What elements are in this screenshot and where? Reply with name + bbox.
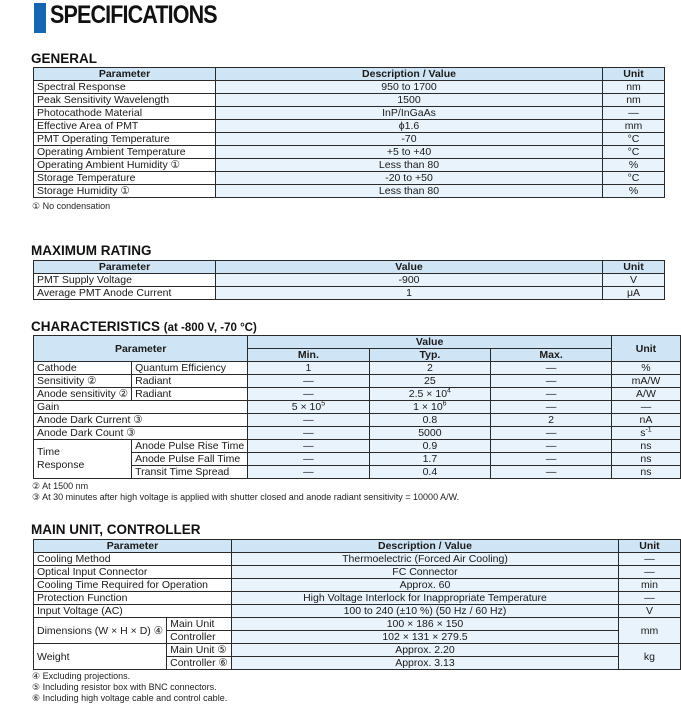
table-row bbox=[34, 362, 681, 375]
qe-unit: % bbox=[611, 362, 680, 375]
char-header-value: Value bbox=[248, 336, 612, 349]
table-row bbox=[34, 427, 681, 440]
cell-unit: nm bbox=[603, 94, 665, 107]
dark-count-unit-exp: -1 bbox=[645, 426, 652, 434]
rise-time-label: Anode Pulse Rise Time bbox=[132, 440, 248, 453]
cell-value: -20 to +50 bbox=[216, 172, 603, 185]
gain-min bbox=[248, 401, 369, 414]
cell-value: Approx. 60 bbox=[231, 579, 618, 592]
cell-unit: V bbox=[618, 605, 680, 618]
table-row bbox=[34, 566, 681, 579]
anode-radiant-unit: A/W bbox=[611, 388, 680, 401]
section-title-characteristics bbox=[31, 319, 257, 334]
char-header-typ: Typ. bbox=[369, 349, 491, 362]
cell-unit: % bbox=[603, 159, 665, 172]
cathode-radiant-typ: 25 bbox=[369, 375, 491, 388]
cell-parameter: Protection Function bbox=[34, 592, 232, 605]
dark-count-unit bbox=[611, 427, 680, 440]
cell-unit: °C bbox=[603, 172, 665, 185]
cell-unit: μA bbox=[603, 287, 665, 300]
table-row bbox=[34, 618, 681, 631]
gain-typ bbox=[369, 401, 491, 414]
time-response-label bbox=[34, 440, 132, 479]
table-row bbox=[34, 159, 665, 172]
char-header-parameter: Parameter bbox=[34, 336, 248, 362]
anode-dark-current-label: Anode Dark Current ③ bbox=[34, 414, 248, 427]
response-label: Response bbox=[37, 459, 85, 471]
tts-min: — bbox=[248, 466, 369, 479]
cell-unit: — bbox=[603, 107, 665, 120]
characteristics-note-2: ③ At 30 minutes after high voltage is applied with shutter closed and anode radiant sensitivity = 10000 A/W. bbox=[32, 492, 460, 502]
char-header-max: Max. bbox=[491, 349, 612, 362]
rise-typ: 0.9 bbox=[369, 440, 491, 453]
gain-min-exp: 5 bbox=[321, 400, 326, 408]
gain-typ-exp: 6 bbox=[442, 400, 447, 408]
cell-unit: % bbox=[603, 185, 665, 198]
table-row bbox=[34, 107, 665, 120]
char-header-min: Min. bbox=[248, 349, 369, 362]
anode-radiant-typ-base: 2.5 × 10 bbox=[408, 388, 448, 400]
gain-label: Gain bbox=[34, 401, 248, 414]
cell-parameter: Spectral Response bbox=[34, 81, 216, 94]
table-row bbox=[34, 81, 665, 94]
characteristics-title: CHARACTERISTICS bbox=[31, 319, 161, 334]
anode-sensitivity-label: Anode sensitivity ② bbox=[34, 388, 132, 401]
cell-value: Less than 80 bbox=[216, 185, 603, 198]
anode-dark-count-label: Anode Dark Count ③ bbox=[34, 427, 248, 440]
cathode-radiant-unit: mA/W bbox=[611, 375, 680, 388]
dark-current-typ: 0.8 bbox=[369, 414, 491, 427]
dimensions-label: Dimensions (W × H × D) ④ bbox=[34, 618, 167, 644]
cell-parameter: Cooling Method bbox=[34, 553, 232, 566]
qe-typ: 2 bbox=[369, 362, 491, 375]
table-row bbox=[34, 133, 665, 146]
general-header-value: Description / Value bbox=[216, 68, 603, 81]
rise-min: — bbox=[248, 440, 369, 453]
cell-value: 1500 bbox=[216, 94, 603, 107]
cell-parameter: Operating Ambient Humidity ① bbox=[34, 159, 216, 172]
characteristics-note-1: ② At 1500 nm bbox=[32, 481, 89, 491]
fall-time-label: Anode Pulse Fall Time bbox=[132, 453, 248, 466]
cathode-radiant-max: — bbox=[491, 375, 612, 388]
table-row bbox=[34, 401, 681, 414]
table-row bbox=[34, 440, 681, 453]
table-row bbox=[34, 644, 681, 657]
cell-value: +5 to +40 bbox=[216, 146, 603, 159]
cell-parameter: Input Voltage (AC) bbox=[34, 605, 232, 618]
cell-parameter: PMT Supply Voltage bbox=[34, 274, 216, 287]
cell-value: Less than 80 bbox=[216, 159, 603, 172]
tts-unit: ns bbox=[611, 466, 680, 479]
cell-unit: — bbox=[618, 553, 680, 566]
cathode-radiant-min: — bbox=[248, 375, 369, 388]
cathode-label: Cathode bbox=[34, 362, 132, 375]
weight-controller-value: Approx. 3.13 bbox=[231, 657, 618, 670]
cell-parameter: Storage Humidity ① bbox=[34, 185, 216, 198]
general-header-parameter: Parameter bbox=[34, 68, 216, 81]
main-header-value: Description / Value bbox=[231, 540, 618, 553]
general-table bbox=[33, 67, 665, 198]
sensitivity-label: Sensitivity ② bbox=[34, 375, 132, 388]
cell-value: Thermoelectric (Forced Air Cooling) bbox=[231, 553, 618, 566]
gain-unit: — bbox=[611, 401, 680, 414]
dark-count-unit-base: s bbox=[640, 427, 646, 439]
main-unit-note-2: ⑤ Including resistor box with BNC connectors. bbox=[32, 682, 217, 692]
cell-unit: °C bbox=[603, 133, 665, 146]
section-title-max-rating: MAXIMUM RATING bbox=[31, 243, 152, 258]
cell-value: -900 bbox=[216, 274, 603, 287]
weight-label: Weight bbox=[34, 644, 167, 670]
table-row bbox=[34, 592, 681, 605]
dark-current-max: 2 bbox=[491, 414, 612, 427]
cell-value: InP/InGaAs bbox=[216, 107, 603, 120]
tts-typ: 0.4 bbox=[369, 466, 491, 479]
dark-current-unit: nA bbox=[611, 414, 680, 427]
anode-radiant-max: — bbox=[491, 388, 612, 401]
max-header-parameter: Parameter bbox=[34, 261, 216, 274]
rise-unit: ns bbox=[611, 440, 680, 453]
time-label: Time bbox=[37, 446, 60, 458]
tts-label: Transit Time Spread bbox=[132, 466, 248, 479]
general-note: ① No condensation bbox=[32, 201, 111, 211]
anode-radiant-min: — bbox=[248, 388, 369, 401]
tts-max: — bbox=[491, 466, 612, 479]
weight-controller-label: Controller ⑥ bbox=[167, 657, 232, 670]
quantum-efficiency-label: Quantum Efficiency bbox=[132, 362, 248, 375]
cathode-radiant-label: Radiant bbox=[132, 375, 248, 388]
main-unit-note-3: ⑥ Including high voltage cable and control cable. bbox=[32, 693, 228, 703]
table-row bbox=[34, 185, 665, 198]
section-title-general: GENERAL bbox=[31, 51, 98, 66]
table-row bbox=[34, 274, 665, 287]
main-header-unit: Unit bbox=[618, 540, 680, 553]
cell-parameter: Average PMT Anode Current bbox=[34, 287, 216, 300]
anode-radiant-label: Radiant bbox=[132, 388, 248, 401]
general-header-unit: Unit bbox=[603, 68, 665, 81]
rise-max: — bbox=[491, 440, 612, 453]
dimensions-main-unit-value: 100 × 186 × 150 bbox=[231, 618, 618, 631]
cell-value: 1 bbox=[216, 287, 603, 300]
char-header-unit: Unit bbox=[611, 336, 680, 362]
main-header-parameter: Parameter bbox=[34, 540, 232, 553]
gain-max: — bbox=[491, 401, 612, 414]
cell-parameter: Effective Area of PMT bbox=[34, 120, 216, 133]
cell-value: FC Connector bbox=[231, 566, 618, 579]
dimensions-controller-value: 102 × 131 × 279.5 bbox=[231, 631, 618, 644]
anode-radiant-typ bbox=[369, 388, 491, 401]
main-unit-note-1: ④ Excluding projections. bbox=[32, 671, 131, 681]
section-title-main-unit: MAIN UNIT, CONTROLLER bbox=[31, 522, 201, 537]
cell-value: -70 bbox=[216, 133, 603, 146]
fall-typ: 1.7 bbox=[369, 453, 491, 466]
weight-unit: kg bbox=[618, 644, 680, 670]
weight-main-unit-label: Main Unit ⑤ bbox=[167, 644, 232, 657]
gain-min-base: 5 × 10 bbox=[291, 401, 322, 413]
dark-current-min: — bbox=[248, 414, 369, 427]
table-row bbox=[34, 120, 665, 133]
cell-unit: mm bbox=[603, 120, 665, 133]
header-accent-bar bbox=[34, 3, 46, 33]
table-row bbox=[34, 94, 665, 107]
fall-max: — bbox=[491, 453, 612, 466]
cell-unit: min bbox=[618, 579, 680, 592]
table-row bbox=[34, 388, 681, 401]
cell-value: 950 to 1700 bbox=[216, 81, 603, 94]
characteristics-subtitle: (at -800 V, -70 °C) bbox=[163, 322, 257, 334]
dark-count-min: — bbox=[248, 427, 369, 440]
dark-count-max: — bbox=[491, 427, 612, 440]
table-row bbox=[34, 375, 681, 388]
cell-parameter: Cooling Time Required for Operation bbox=[34, 579, 232, 592]
fall-min: — bbox=[248, 453, 369, 466]
qe-max: — bbox=[491, 362, 612, 375]
anode-radiant-typ-exp: 4 bbox=[447, 387, 451, 395]
weight-main-unit-value: Approx. 2.20 bbox=[231, 644, 618, 657]
dimensions-main-unit-label: Main Unit bbox=[167, 618, 232, 631]
main-unit-table bbox=[33, 539, 681, 670]
cell-parameter: Peak Sensitivity Wavelength bbox=[34, 94, 216, 107]
cell-parameter: Storage Temperature bbox=[34, 172, 216, 185]
table-row bbox=[34, 414, 681, 427]
cell-parameter: Operating Ambient Temperature bbox=[34, 146, 216, 159]
qe-min: 1 bbox=[248, 362, 369, 375]
cell-parameter: PMT Operating Temperature bbox=[34, 133, 216, 146]
characteristics-table bbox=[33, 335, 681, 479]
dark-count-typ: 5000 bbox=[369, 427, 491, 440]
dimensions-unit: mm bbox=[618, 618, 680, 644]
fall-unit: ns bbox=[611, 453, 680, 466]
cell-parameter: Optical Input Connector bbox=[34, 566, 232, 579]
cell-value: High Voltage Interlock for Inappropriate Temperature bbox=[231, 592, 618, 605]
table-row bbox=[34, 146, 665, 159]
gain-typ-base: 1 × 10 bbox=[413, 401, 443, 413]
dimensions-controller-label: Controller bbox=[167, 631, 232, 644]
cell-value: ϕ1.6 bbox=[216, 120, 603, 133]
cell-unit: — bbox=[618, 592, 680, 605]
cell-value: 100 to 240 (±10 %) (50 Hz / 60 Hz) bbox=[231, 605, 618, 618]
cell-unit: V bbox=[603, 274, 665, 287]
cell-parameter: Photocathode Material bbox=[34, 107, 216, 120]
table-row bbox=[34, 553, 681, 566]
max-header-unit: Unit bbox=[603, 261, 665, 274]
max-header-value: Value bbox=[216, 261, 603, 274]
cell-unit: °C bbox=[603, 146, 665, 159]
cell-unit: — bbox=[618, 566, 680, 579]
table-row bbox=[34, 287, 665, 300]
cell-unit: nm bbox=[603, 81, 665, 94]
table-row bbox=[34, 605, 681, 618]
table-row bbox=[34, 579, 681, 592]
max-rating-table bbox=[33, 260, 665, 300]
table-row bbox=[34, 172, 665, 185]
page-title: SPECIFICATIONS bbox=[50, 1, 217, 29]
